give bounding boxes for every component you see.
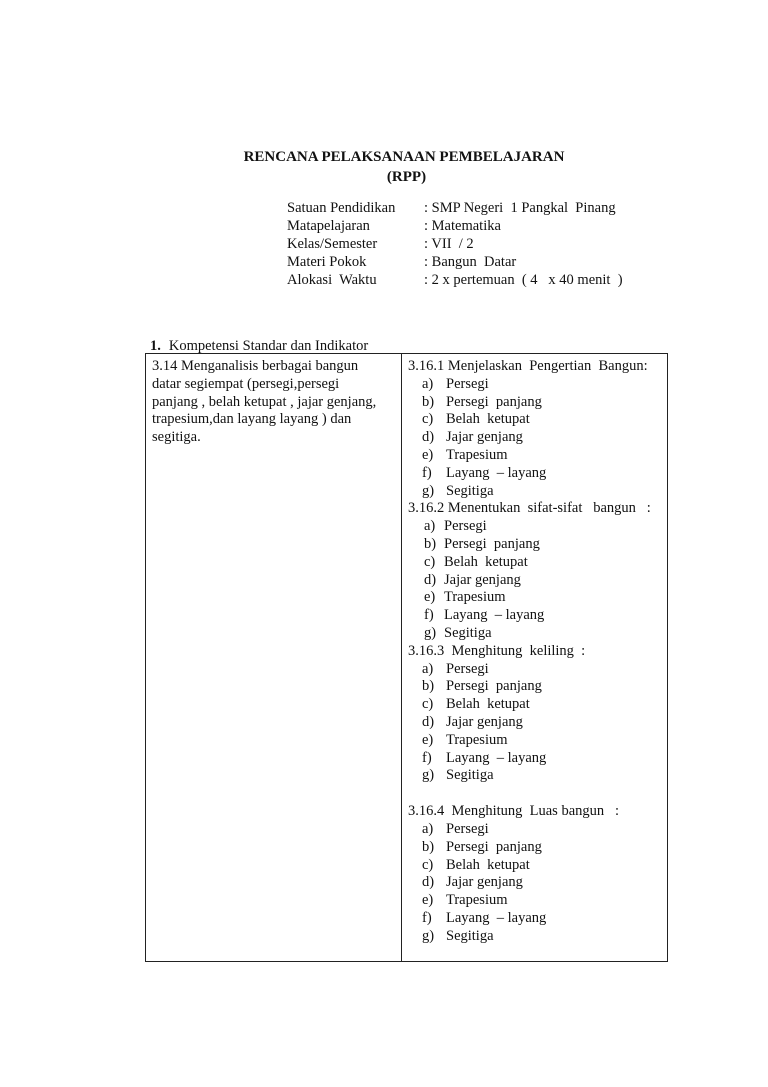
- list-item: [408, 536, 661, 554]
- list-item: [408, 928, 661, 946]
- item-text: Trapesium: [444, 589, 506, 606]
- item-marker: a): [422, 660, 434, 677]
- info-label: Alokasi Waktu: [287, 272, 377, 288]
- list-item: [408, 839, 661, 857]
- item-marker: b): [422, 393, 435, 410]
- item-text: Belah ketupat: [446, 856, 530, 873]
- item-text: Persegi panjang: [446, 678, 542, 695]
- indicator-group: [408, 643, 661, 785]
- item-text: Persegi panjang: [446, 838, 542, 855]
- item-marker: d): [424, 571, 437, 588]
- item-marker: c): [422, 696, 434, 713]
- list-item: [408, 483, 661, 501]
- indicator-title: 3.16.4 Menghitung Luas bangun :: [408, 803, 620, 820]
- table-row: [146, 354, 668, 962]
- item-marker: a): [422, 820, 434, 837]
- item-marker: e): [422, 731, 434, 748]
- list-item: [408, 554, 661, 572]
- item-marker: b): [422, 838, 435, 855]
- info-row: [287, 217, 623, 235]
- identity-block: [287, 199, 623, 289]
- item-marker: e): [422, 446, 434, 463]
- item-marker: f): [424, 607, 434, 624]
- info-row: [287, 253, 623, 271]
- document-title: [0, 147, 768, 187]
- indicator-title: 3.16.3 Menghitung keliling :: [408, 642, 586, 659]
- item-marker: e): [424, 589, 436, 606]
- list-item: [408, 465, 661, 483]
- item-text: Trapesium: [446, 446, 508, 463]
- list-item: [408, 376, 661, 394]
- list-item: [408, 767, 661, 785]
- item-text: Segitiga: [446, 927, 494, 944]
- item-text: Persegi: [446, 820, 489, 837]
- section-number: 1.: [150, 338, 161, 354]
- list-item: [408, 750, 661, 768]
- item-marker: d): [422, 874, 435, 891]
- info-value: : Bangun Datar: [424, 254, 517, 270]
- item-marker: g): [422, 482, 435, 499]
- info-value: : VII / 2: [424, 236, 474, 252]
- list-item: [408, 607, 661, 625]
- indicator-group: [408, 500, 661, 642]
- item-marker: d): [422, 713, 435, 730]
- section-heading: [150, 338, 368, 354]
- item-text: Trapesium: [446, 892, 508, 909]
- competency-table: [145, 353, 668, 962]
- competency-line: panjang , belah ketupat , jajar genjang,: [152, 393, 377, 410]
- info-label: Matapelajaran: [287, 218, 370, 234]
- item-text: Layang – layang: [446, 909, 547, 926]
- info-row: [287, 235, 623, 253]
- list-item: [408, 572, 661, 590]
- item-text: Belah ketupat: [446, 696, 530, 713]
- item-text: Persegi: [446, 660, 489, 677]
- item-marker: b): [424, 535, 437, 552]
- list-item: [408, 696, 661, 714]
- item-text: Jajar genjang: [446, 713, 523, 730]
- competency-line: trapesium,dan layang layang ) dan: [152, 411, 352, 428]
- title-line-1: RENCANA PELAKSANAAN PEMBELAJARAN: [243, 149, 565, 165]
- item-text: Persegi panjang: [444, 535, 540, 552]
- list-item: [408, 625, 661, 643]
- item-text: Persegi: [446, 375, 489, 392]
- item-text: Persegi panjang: [446, 393, 542, 410]
- item-text: Jajar genjang: [446, 874, 523, 891]
- list-item: [408, 732, 661, 750]
- item-marker: c): [422, 856, 434, 873]
- item-marker: b): [422, 678, 435, 695]
- item-marker: g): [424, 624, 437, 641]
- item-text: Segitiga: [446, 482, 494, 499]
- info-value: : SMP Negeri 1 Pangkal Pinang: [424, 200, 616, 216]
- list-item: [408, 661, 661, 679]
- list-item: [408, 394, 661, 412]
- list-item: [408, 589, 661, 607]
- indicator-group: [408, 358, 661, 500]
- item-marker: a): [422, 375, 434, 392]
- info-label: Satuan Pendidikan: [287, 200, 396, 216]
- info-label: Kelas/Semester: [287, 236, 378, 252]
- item-text: Belah ketupat: [444, 553, 528, 570]
- info-value: : Matematika: [424, 218, 501, 234]
- item-marker: c): [424, 553, 436, 570]
- list-item: [408, 518, 661, 536]
- item-marker: d): [422, 429, 435, 446]
- competency-text: [152, 358, 395, 447]
- list-item: [408, 714, 661, 732]
- item-marker: a): [424, 518, 436, 535]
- item-text: Belah ketupat: [446, 411, 530, 428]
- list-item: [408, 857, 661, 875]
- item-marker: f): [422, 464, 432, 481]
- list-item: [408, 447, 661, 465]
- info-row: [287, 199, 623, 217]
- competency-cell: [146, 354, 402, 962]
- list-item: [408, 910, 661, 928]
- item-text: Trapesium: [446, 731, 508, 748]
- list-item: [408, 678, 661, 696]
- title-line-2: (RPP): [386, 169, 427, 185]
- item-text: Persegi: [444, 518, 487, 535]
- item-marker: g): [422, 927, 435, 944]
- spacer: [408, 785, 661, 803]
- indicator-title: 3.16.1 Menjelaskan Pengertian Bangun:: [408, 358, 648, 374]
- item-marker: f): [422, 909, 432, 926]
- competency-line: segitiga.: [152, 429, 201, 446]
- list-item: [408, 874, 661, 892]
- item-marker: e): [422, 892, 434, 909]
- item-text: Segitiga: [446, 767, 494, 784]
- competency-line: datar segiempat (persegi,persegi: [152, 375, 340, 392]
- info-value: : 2 x pertemuan ( 4 x 40 menit ): [424, 272, 623, 288]
- list-item: [408, 429, 661, 447]
- item-marker: c): [422, 411, 434, 428]
- indicator-group: [408, 803, 661, 945]
- competency-line: 3.14 Menganalisis berbagai bangun: [152, 358, 359, 374]
- item-text: Jajar genjang: [446, 429, 523, 446]
- item-text: Layang – layang: [444, 607, 545, 624]
- item-text: Segitiga: [444, 624, 492, 641]
- item-text: Layang – layang: [446, 464, 547, 481]
- section-title: Kompetensi Standar dan Indikator: [168, 338, 369, 354]
- indicator-title: 3.16.2 Menentukan sifat-sifat bangun :: [408, 500, 651, 517]
- list-item: [408, 821, 661, 839]
- info-row: [287, 271, 623, 289]
- item-marker: f): [422, 749, 432, 766]
- list-item: [408, 892, 661, 910]
- indicator-cell: [402, 354, 668, 962]
- item-text: Layang – layang: [446, 749, 547, 766]
- item-text: Jajar genjang: [444, 571, 521, 588]
- info-label: Materi Pokok: [287, 254, 367, 270]
- item-marker: g): [422, 767, 435, 784]
- list-item: [408, 411, 661, 429]
